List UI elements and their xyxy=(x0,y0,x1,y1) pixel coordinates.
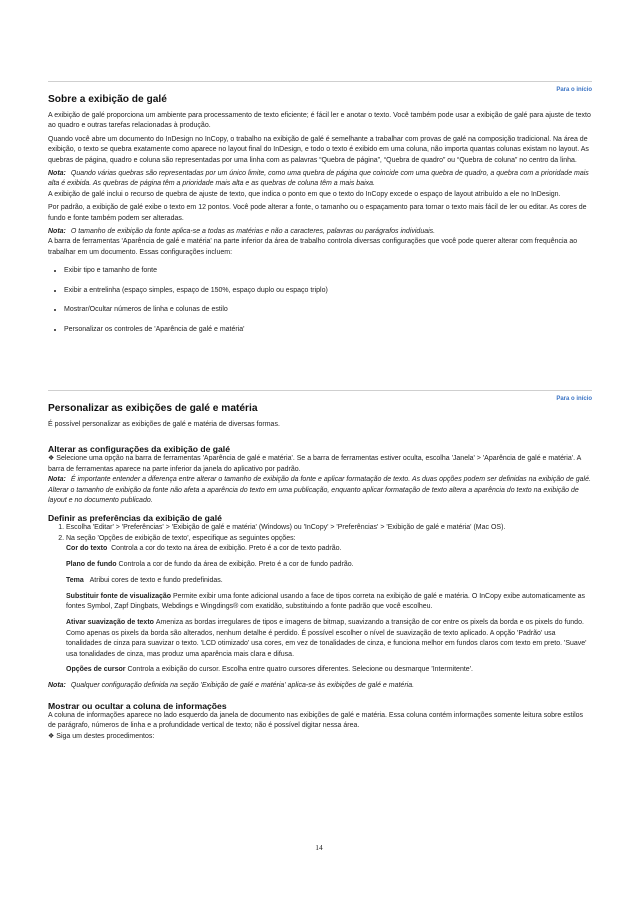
section-customize-views xyxy=(48,390,592,742)
option-item xyxy=(66,560,592,570)
top-link[interactable]: Para o início xyxy=(556,87,592,93)
paragraph: Por padrão, a exibição de galé exibe o texto em 12 pontos. Você pode alterar a fonte, o tamanho ou o espaçamento para tornar o texto mais fácil de ler ou editar. As cores de fundo e fonte também podem ser alteradas. xyxy=(48,204,587,222)
paragraph: A exibição de galé inclui o recurso de quebra de ajuste de texto, que indica o ponto em que o texto do InCopy excede o espaço de layout atribuído a ele no InDesign. xyxy=(48,190,561,198)
section-heading: Personalizar as exibições de galé e matéria xyxy=(48,403,258,414)
note-label: Nota: xyxy=(48,228,66,236)
option-item xyxy=(66,544,592,554)
option-term: Substituir fonte de visualização xyxy=(66,592,172,600)
step-text: Na seção 'Opções de exibição de texto', especifique as seguintes opções: xyxy=(66,534,296,542)
option-item xyxy=(66,592,592,613)
step xyxy=(48,732,592,742)
subsection-heading: Mostrar ou ocultar a coluna de informações xyxy=(48,700,227,711)
option-desc: Ameniza as bordas irregulares de tipos e imagens de bitmap, suavizando a transição de cor entre os pixels da borda e os pixels do fundo. Como apenas os pixels da borda são alterados, nenhum detalhe é perdido. É possível escolher o nível de suavização de texto aplicado. A opção 'Padrão' usa tonalidades de cinza para suavizar o texto. 'LCD otimizado' usa cores, em vez de tonalidades de cinza, e funciona melhor em fundos claros com texto em preto. 'Suave' usa tonalidades de cinza, mas produz uma aparência mais clara e difusa. xyxy=(66,619,587,658)
note-label: Nota: xyxy=(48,170,66,178)
note-label: Nota: xyxy=(48,476,66,484)
page-number: 14 xyxy=(315,843,323,852)
subsection-heading: Alterar as configurações da exibição de galé xyxy=(48,444,230,455)
note-text: Quando várias quebras são representadas por um único limite, como uma quebra de página que coincide com uma quebra de quadro, a quebra com a prioridade mais alta é exibida. As quebras de página têm a prioridade mais alta e as quebras de coluna têm a mais baixa. xyxy=(48,170,589,188)
paragraph: É possível personalizar as exibições de galé e matéria de diversas formas. xyxy=(48,421,280,428)
option-item xyxy=(66,618,592,660)
note xyxy=(48,169,592,190)
option-desc: Controla a exibição do cursor. Escolha entre quatro cursores diferentes. Selecione ou desmarque 'Intermitente'. xyxy=(127,666,473,674)
list-item: • Exibir a entrelinha (espaço simples, espaço de 150%, espaço duplo ou espaço triplo) xyxy=(64,286,592,296)
note xyxy=(48,227,592,237)
section-about-galley xyxy=(48,81,592,344)
option-item xyxy=(66,665,592,675)
numbered-list xyxy=(48,523,592,675)
step-text: Selecione uma opção na barra de ferramentas 'Aparência de galé e matéria'. Se a barra de ferramentas estiver oculta, escolha 'Janela' > 'Aparência de galé e matéria'. A barra de ferramentas aparece na parte inferior da janela do aplicativo por padrão. xyxy=(48,455,581,473)
section-divider xyxy=(48,81,592,82)
option-term: Cor do texto xyxy=(66,545,108,553)
option-desc: Controla a cor de fundo da área de exibição. Preto é a cor de fundo padrão. xyxy=(118,561,354,569)
section-heading: Sobre a exibição de galé xyxy=(48,94,167,105)
list-item: • Exibir tipo e tamanho de fonte xyxy=(64,266,592,276)
option-term: Plano de fundo xyxy=(66,561,117,569)
list-item xyxy=(66,534,592,676)
step xyxy=(48,454,592,475)
section-divider xyxy=(48,390,592,391)
note-text: É importante entender a diferença entre alterar o tamanho de exibição da fonte e aplicar formatação de texto. As duas opções podem ser definidas na exibição de galé. Alterar o tamanho de exibição da fonte não afeta a aparência do texto em uma publicação, enquanto aplicar formatação de texto altera a aparência do texto na exibição de layout e no documento publicado. xyxy=(48,476,591,505)
note-label: Nota: xyxy=(48,682,66,690)
note xyxy=(48,475,592,506)
options-list xyxy=(66,544,592,676)
note-text: Qualquer configuração definida na seção 'Exibição de galé e matéria' aplica-se às exibições de galé e matéria. xyxy=(70,682,415,690)
paragraph: A exibição de galé proporciona um ambiente para processamento de texto eficiente; é fácil ler e anotar o texto. Você também pode usar a exibição de galé para ajuste de texto ao quadro e outras tarefas relacionadas à produção. xyxy=(48,112,591,130)
list-item: 1. Escolha 'Editar' > 'Preferências' > 'Exibição de galé e matéria' (Windows) ou 'InCopy' > 'Preferências' > 'Exibição de galé e matéria' (Mac OS). xyxy=(66,523,592,533)
paragraph: A barra de ferramentas 'Aparência de galé e matéria' na parte inferior da área de trabalho controla diversas configurações que você pode querer alterar com frequência ao trabalhar em um documento. Essas configurações incluem: xyxy=(48,238,578,256)
diamond-bullet-icon: ❖ xyxy=(48,455,55,463)
paragraph: Quando você abre um documento do InDesign no InCopy, o trabalho na exibição de galé é semelhante a trabalhar com provas de galé na composição tradicional. Na área de exibição, o texto se quebra exatamente como aparece no layout final do InDesign, e todo o texto é exibido em uma coluna, não importa quantas colunas existam no layout. As quebras de página, quadro e coluna são representadas por uma linha com as palavras “Quebra de página”, “Quebra de quadro” ou “Quebra de coluna” no centro da linha. xyxy=(48,135,589,164)
option-term: Opções de cursor xyxy=(66,666,126,674)
paragraph: A coluna de informações aparece no lado esquerdo da janela de documento nas exibições de galé e matéria. Essa coluna contém informações somente leitura sobre estilos de parágrafo, números de linha e a profundidade vertical de texto; não é possível digitar nessa área. xyxy=(48,711,584,730)
option-term: Tema xyxy=(66,577,84,585)
diamond-bullet-icon: ❖ xyxy=(48,732,55,740)
option-desc: Permite exibir uma fonte adicional usando a face de tipos correta na exibição de galé e matéria. O InCopy exibe automaticamente as fontes Symbol, Zapf Dingbats, Webdings e Wingdings® com exatidão, substituindo a fonte padrão que você escolheu. xyxy=(66,592,586,611)
option-desc: Controla a cor do texto na área de exibição. Preto é a cor de texto padrão. xyxy=(111,545,342,553)
bullet-list xyxy=(48,266,592,335)
subsection-heading: Definir as preferências da exibição de galé xyxy=(48,513,222,524)
list-item: • Mostrar/Ocultar números de linha e colunas de estilo xyxy=(64,305,592,315)
option-desc: Atribui cores de texto e fundo predefinidas. xyxy=(89,577,223,585)
option-item xyxy=(66,576,592,586)
top-link[interactable]: Para o início xyxy=(556,396,592,402)
option-term: Ativar suavização de texto xyxy=(66,619,154,627)
note-text: O tamanho de exibição da fonte aplica-se a todas as matérias e não a caracteres, palavras ou parágrafos individuais. xyxy=(70,228,436,236)
step-text: Siga um destes procedimentos: xyxy=(56,732,155,740)
note xyxy=(48,681,592,691)
list-item: • Personalizar os controles de 'Aparência de galé e matéria' xyxy=(64,325,592,335)
